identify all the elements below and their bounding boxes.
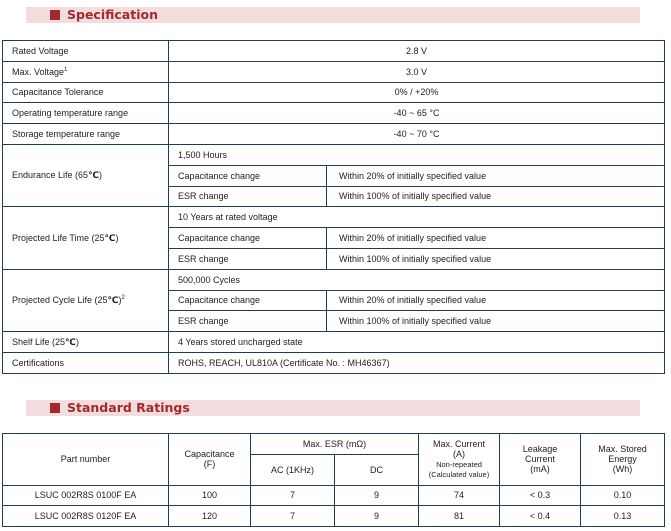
standard-ratings-header: [26, 400, 640, 416]
cell-esr-ac: 7: [251, 506, 335, 527]
sub-value: Within 20% of initially specified value: [327, 228, 665, 249]
row-label: Storage temperature range: [3, 124, 169, 145]
sub-label: ESR change: [169, 248, 327, 269]
table-row: [3, 41, 665, 62]
sub-label: Capacitance change: [169, 165, 327, 186]
row-value: -40 ~ 65 °C: [169, 103, 665, 124]
table-row: [3, 485, 665, 506]
header-leakage-current: Leakage Current (mA): [500, 434, 581, 486]
specification-header: [26, 7, 640, 23]
header-max-stored-energy: Max. Stored Energy (Wh): [581, 434, 665, 486]
sub-label: ESR change: [169, 311, 327, 332]
header-capacitance: Capacitance (F): [169, 434, 251, 486]
cell-energy: 0.13: [581, 506, 665, 527]
section-title: Specification: [67, 7, 158, 22]
cell-capacitance: 120: [169, 506, 251, 527]
specification-table: [2, 40, 665, 374]
condition-value: 500,000 Cycles: [169, 269, 665, 290]
row-value: 4 Years stored uncharged state: [169, 332, 665, 353]
cell-max-current: 74: [419, 485, 500, 506]
cell-part: LSUC 002R8S 0100F EA: [3, 485, 169, 506]
sub-value: Within 100% of initially specified value: [327, 311, 665, 332]
cell-leakage: < 0.3: [500, 485, 581, 506]
header-max-current: Max. Current (A) Non-repeated (Calculated value): [419, 434, 500, 486]
table-row: [3, 144, 665, 165]
row-value: 0% / +20%: [169, 82, 665, 103]
celsius-symbol: ℃: [107, 295, 119, 306]
cell-part: LSUC 002R8S 0120F EA: [3, 506, 169, 527]
table-row: [3, 506, 665, 527]
row-label: Max. Voltage$^1$: [3, 61, 169, 82]
header-esr-dc: DC: [335, 454, 419, 485]
sub-label: Capacitance change: [169, 290, 327, 311]
table-row: [3, 103, 665, 124]
bullet-square-icon: [50, 10, 60, 20]
standard-ratings-table: [2, 433, 665, 527]
header-max-esr: Max. ESR (mΩ): [251, 434, 419, 455]
bullet-square-icon: [50, 403, 60, 413]
sub-label: Capacitance change: [169, 228, 327, 249]
table-row: [3, 61, 665, 82]
cell-esr-dc: 9: [335, 485, 419, 506]
table-row: [3, 352, 665, 373]
row-label: Projected Life Time (25℃): [3, 207, 169, 269]
cell-capacitance: 100: [169, 485, 251, 506]
row-value: 2.8 V: [169, 41, 665, 62]
table-row: [3, 332, 665, 353]
table-row: [3, 82, 665, 103]
header-part-number: Part number: [3, 434, 169, 486]
cell-energy: 0.10: [581, 485, 665, 506]
footnote-marker: 2: [121, 294, 125, 301]
celsius-symbol: ℃: [65, 337, 76, 348]
sub-value: Within 100% of initially specified value: [327, 248, 665, 269]
footnote-marker: 1: [64, 66, 68, 73]
row-value: -40 ~ 70 °C: [169, 124, 665, 145]
cell-max-current: 81: [419, 506, 500, 527]
sub-value: Within 20% of initially specified value: [327, 290, 665, 311]
sub-label: ESR change: [169, 186, 327, 207]
row-label: Certifications: [3, 352, 169, 373]
cell-leakage: < 0.4: [500, 506, 581, 527]
section-title: Standard Ratings: [67, 400, 190, 415]
table-row: [3, 269, 665, 290]
header-esr-ac: AC (1KHz): [251, 454, 335, 485]
celsius-symbol: ℃: [104, 233, 116, 244]
header-row: [3, 434, 665, 455]
cell-esr-dc: 9: [335, 506, 419, 527]
sub-value: Within 100% of initially specified value: [327, 186, 665, 207]
celsius-symbol: ℃: [88, 171, 99, 182]
condition-value: 10 Years at rated voltage: [169, 207, 665, 228]
row-value: 3.0 V: [169, 61, 665, 82]
row-label: Shelf Life (25℃): [3, 332, 169, 353]
row-label: Rated Voltage: [3, 41, 169, 62]
row-label: Projected Cycle Life (25℃)$^2$: [3, 269, 169, 331]
cell-esr-ac: 7: [251, 485, 335, 506]
row-value: ROHS, REACH, UL810A (Certificate No. : MH46367): [169, 352, 665, 373]
sub-value: Within 20% of initially specified value: [327, 165, 665, 186]
condition-value: 1,500 Hours: [169, 144, 665, 165]
row-label: Capacitance Tolerance: [3, 82, 169, 103]
row-label: Endurance Life (65℃): [3, 144, 169, 206]
row-label: Operating temperature range: [3, 103, 169, 124]
table-row: [3, 124, 665, 145]
table-row: [3, 207, 665, 228]
